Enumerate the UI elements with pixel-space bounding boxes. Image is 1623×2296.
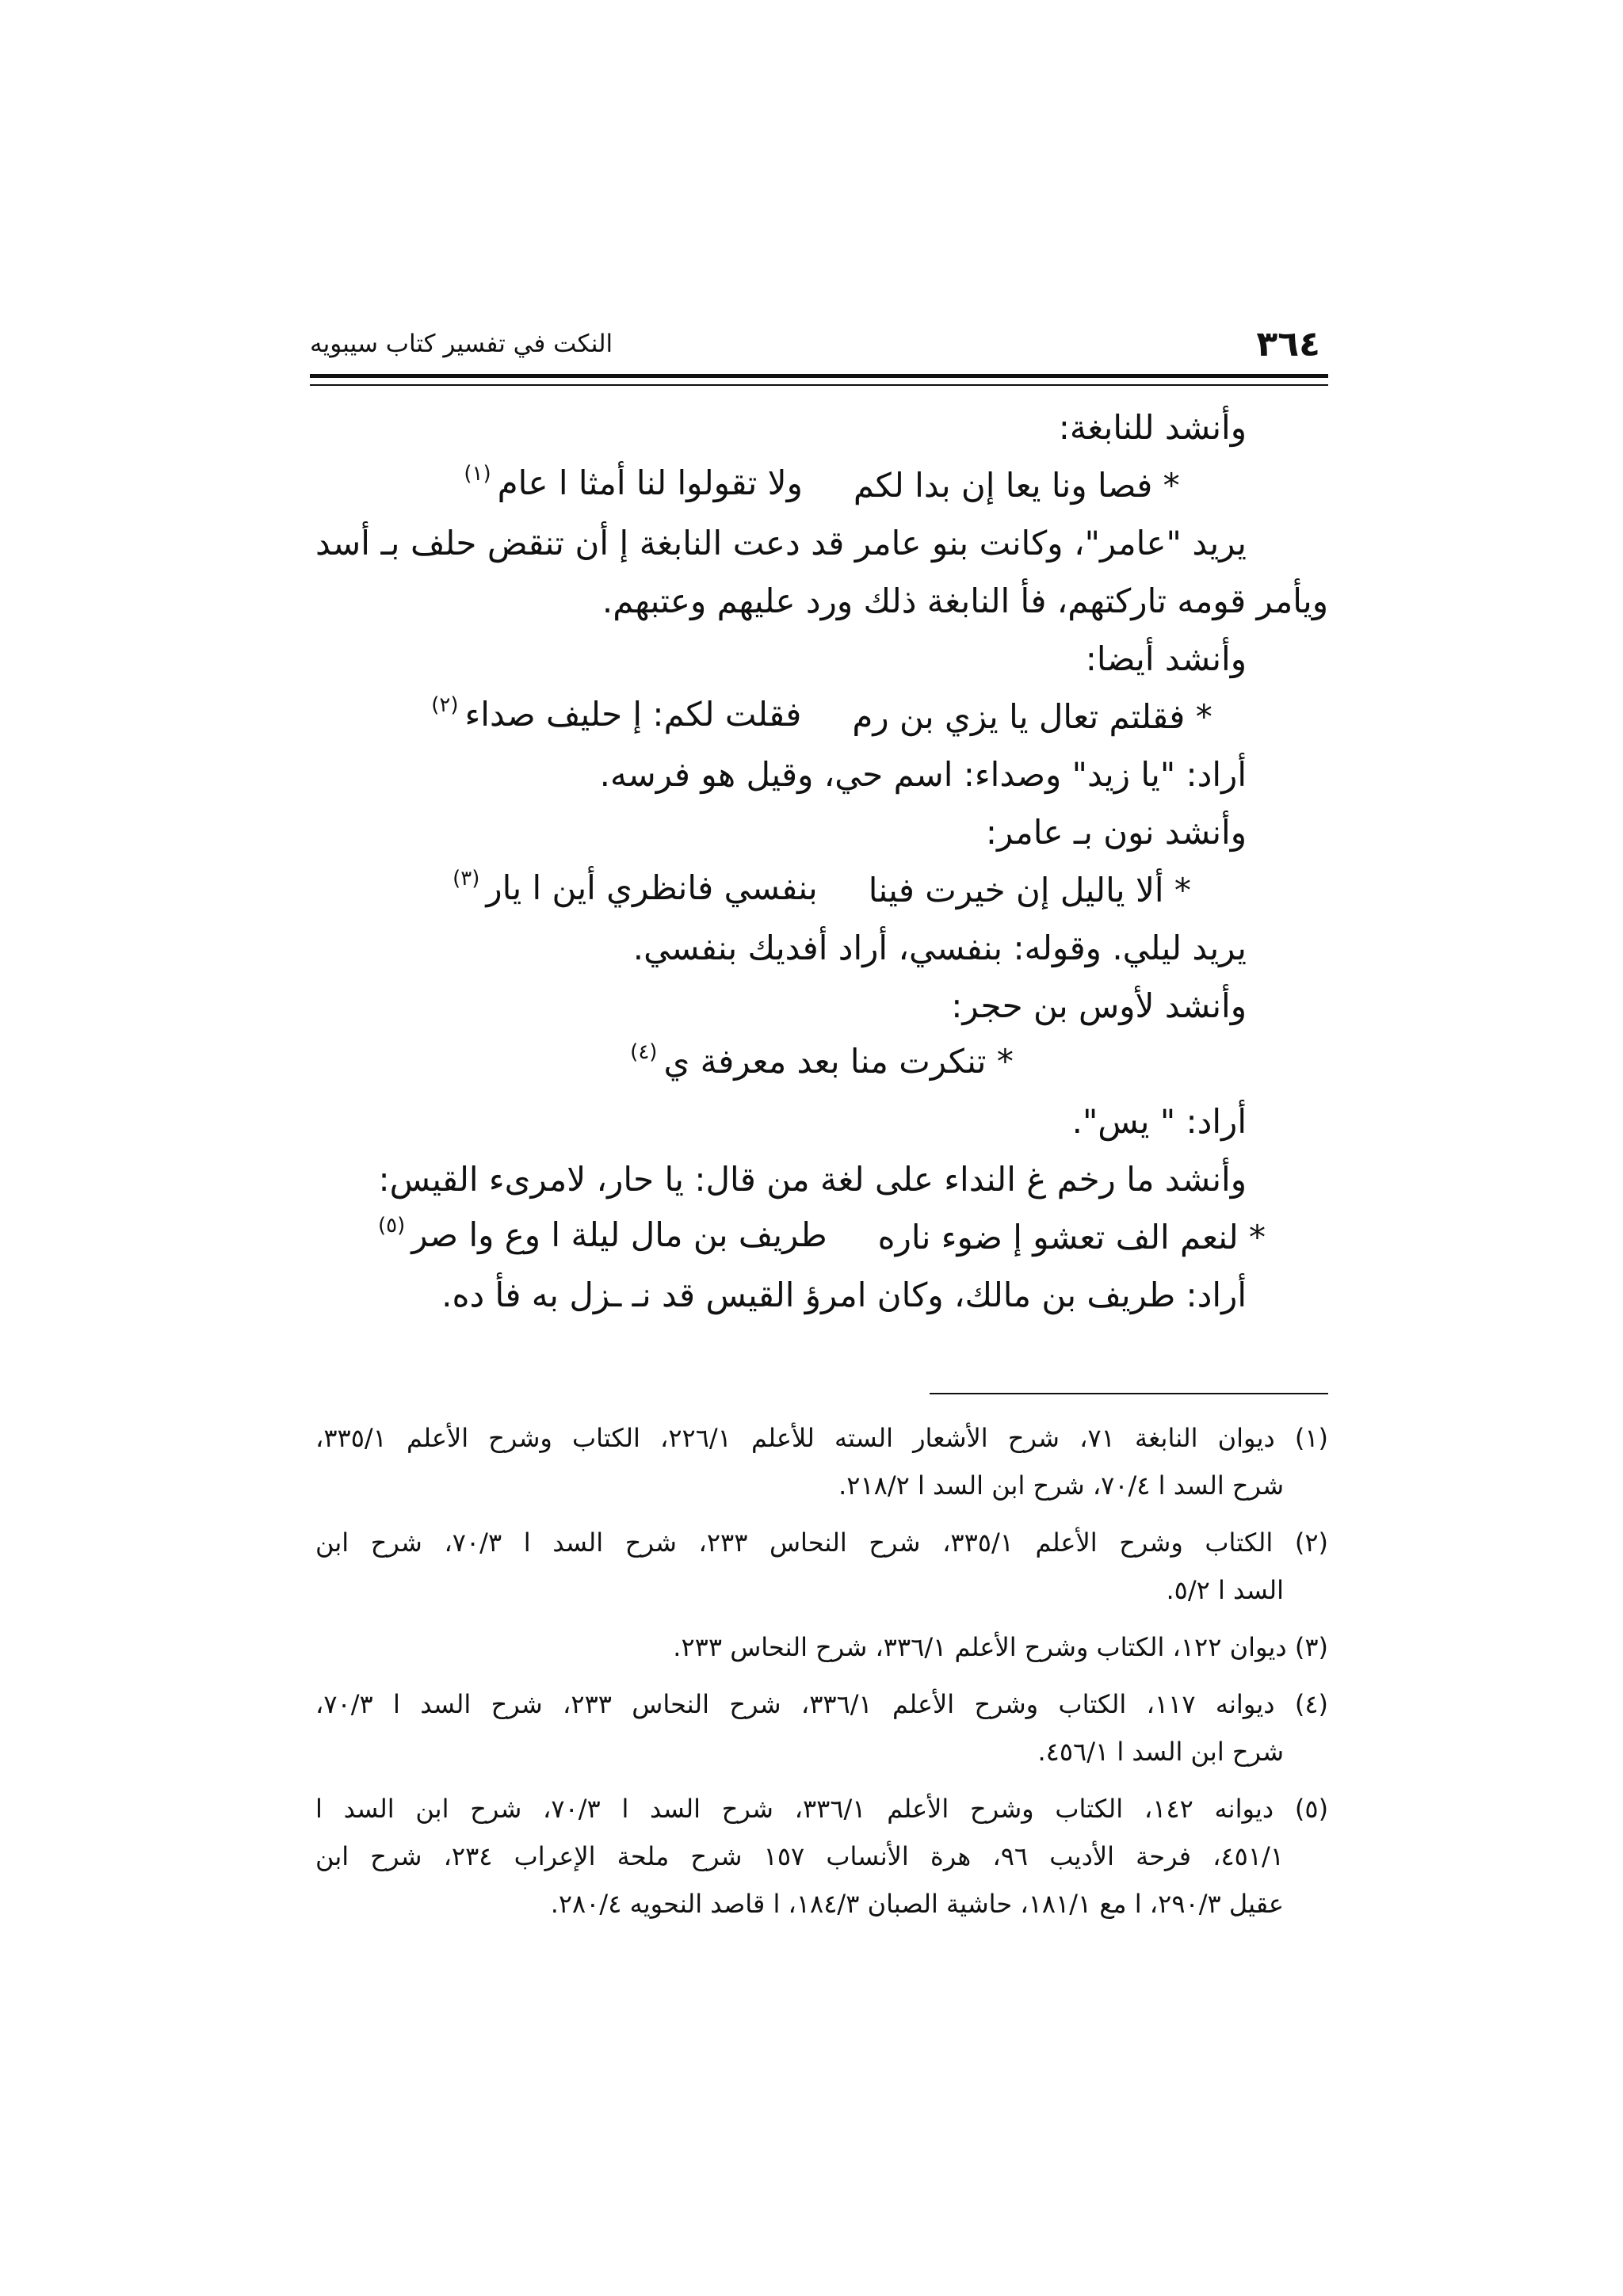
footnote-separator: [930, 1393, 1328, 1394]
text-line: أراد: طريف بن مالك، وكان امرؤ القيس قد نـ ـزل به فأ ده.: [441, 1276, 1247, 1314]
verse-hemistich-second: ولا تقولوا لنا أمثا ا عام: [497, 463, 803, 502]
verse-line: [315, 456, 1328, 514]
verse-hemistich-first: * فقلتم تعال يا يزي بن رم: [852, 697, 1212, 736]
footnote-line: (٢) الكتاب وشرح الأعلم ٣٣٥/١، شرح النحاس ٢٣٣، شرح السد ا ٧٠/٣، شرح ابن: [315, 1527, 1329, 1558]
text-line: أراد: " يس".: [1071, 1102, 1247, 1141]
page-number: ٣٦٤: [1256, 323, 1320, 364]
text-line: يريد "عامر"، وكانت بنو عامر قد دعت النابغة إ أن تنقض حلف بـ أسد: [315, 524, 1247, 563]
running-header: [310, 318, 1328, 369]
text-line: وأنشد ما رخم غ النداء على لغة من قال: يا حار، لامرىء القيس:: [378, 1160, 1247, 1199]
footnote: [315, 1785, 1328, 1928]
verse-line: [315, 688, 1328, 746]
footnotes: [315, 1414, 1328, 1928]
text-line: وأنشد للنابغة:: [1058, 408, 1247, 447]
footnote-marker: (٣): [453, 866, 480, 891]
text-line: وأنشد نون بـ عامر:: [985, 813, 1247, 852]
text-line: يريد ليلي. وقوله: بنفسي، أراد أفديك بنفسي.: [632, 929, 1247, 967]
footnote-marker: (١): [464, 461, 491, 486]
footnote-line: شرح ابن السد ا ٤٥٦/١.: [1037, 1737, 1284, 1767]
verse-second-wrap: [378, 1206, 827, 1269]
text-line: وأنشد لأوس بن حجر:: [951, 986, 1247, 1025]
text-line: أراد: "يا زيد" وصداء: اسم حي، وقيل هو فرسه.: [599, 755, 1247, 794]
header-double-rule: [310, 374, 1328, 386]
footnote: [315, 1519, 1328, 1614]
footnote: [315, 1623, 1328, 1671]
footnote-line: السد ا ٥/٢.: [1166, 1575, 1284, 1605]
footnote-line: (٤) ديوانه ١١٧، الكتاب وشرح الأعلم ٣٣٦/١، شرح النحاس ٢٣٣، شرح السد ا ٧٠/٣،: [315, 1689, 1329, 1719]
footnote-line: (١) ديوان النابغة ٧١، شرح الأشعار السته للأعلم ٢٢٦/١، الكتاب وشرح الأعلم ٣٣٥/١،: [315, 1423, 1329, 1453]
footnote-marker: (٤): [630, 1039, 658, 1064]
verse-line: [315, 861, 1328, 919]
footnote-line: (٣) ديوان ١٢٢، الكتاب وشرح الأعلم ٣٣٦/١، شرح النحاس ٢٣٣.: [673, 1632, 1328, 1662]
footnote-line: عقيل ٢٩٠/٣، ا مع ١٨١/١، حاشية الصبان ١٨٤/٣، ا قاصد النحويه ٢٨٠/٤.: [550, 1889, 1284, 1919]
footnote-line: شرح السد ا ٧٠/٤، شرح ابن السد ا ٢١٨/٢.: [838, 1470, 1284, 1501]
verse-line: [315, 1208, 1328, 1266]
footnote-line: ٤٥١/١، فرحة الأديب ٩٦، هرة الأنساب ١٥٧ شرح ملحة الإعراب ٢٣٤، شرح ابن: [315, 1841, 1285, 1871]
verse-line: [315, 1035, 1328, 1093]
footnote: [315, 1414, 1328, 1509]
footnote-line: (٥) ديوانه ١٤٢، الكتاب وشرح الأعلم ٣٣٦/١، شرح السد ا ٧٠/٣، شرح ابن السد ا: [315, 1794, 1329, 1824]
footnote-marker: (٥): [377, 1213, 406, 1238]
verse-first-wrap: [630, 1032, 1014, 1096]
verse-second-wrap: [431, 685, 801, 749]
verse-second-wrap: [464, 454, 803, 517]
running-title: النكت في تفسير كتاب سيبويه: [310, 330, 613, 358]
verse-hemistich-second: فقلت لكم: إ حليف صداء: [464, 694, 802, 734]
verse-hemistich-second: طريف بن مال ليلة ا وع وا صر: [411, 1215, 827, 1254]
main-text: [315, 399, 1328, 1324]
footnote-marker: (٢): [431, 692, 459, 717]
verse-second-wrap: [453, 859, 818, 922]
text-line: ويأمر قومه تاركتهم، فأ النابغة ذلك ورد عليهم وعتبهم.: [601, 582, 1328, 620]
verse-hemistich-first: * لنعم الف تعشو إ ضوء ناره: [877, 1218, 1266, 1257]
text-line: وأنشد أيضا:: [1085, 639, 1247, 678]
verse-hemistich-second: بنفسي فانظري أين ا يار: [486, 868, 818, 907]
verse-hemistich-first: * تنكرت منا بعد معرفة ي: [663, 1041, 1014, 1081]
verse-hemistich-first: * ألا ياليل إن خيرت فينا: [868, 871, 1191, 910]
verse-hemistich-first: * فصا ونا يعا إن بدا لكم: [853, 466, 1180, 505]
footnote: [315, 1680, 1328, 1775]
